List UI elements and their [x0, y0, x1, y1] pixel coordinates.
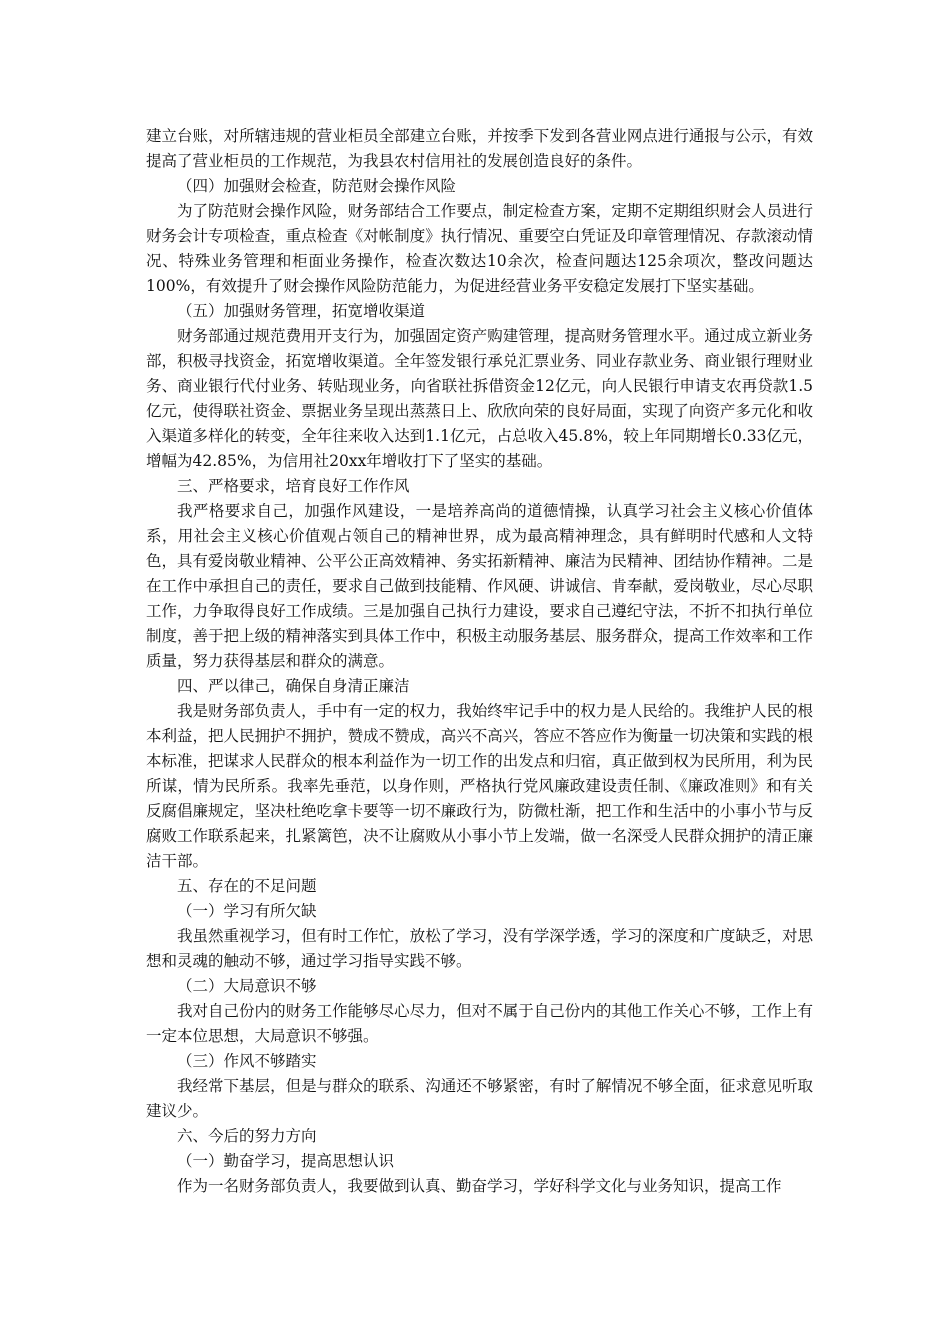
section-heading: 六、今后的努力方向 [177, 1127, 317, 1145]
body-paragraph: 我严格要求自己，加强作风建设，一是培养高尚的道德情操，认真学习社会主义核心价值体系，用社会主义核心价值观占领自己的精神世界，成为最高精神理念，具有鲜明时代感和人文特色，具有爱岗敬业精神、公平公正高效精神、务实拓新精神、廉洁为民精神、团结协作精神。二是在工作中承担自己的责任，要求自己做到技能精、作风硬、讲诚信、肯奉献，爱岗敬业，尽心尽职工作，力争取得良好工作成绩。三是加强自己执行力建设，要求自己遵纪守法，不折不扣执行单位制度，善于把上级的精神落实到具体工作中，积极主动服务基层、服务群众，提高工作效率和工作质量，努力获得基层和群众的满意。 [146, 502, 813, 670]
section-heading: 五、存在的不足问题 [177, 877, 317, 895]
body-paragraph: 我是财务部负责人，手中有一定的权力，我始终牢记手中的权力是人民给的。我维护人民的根本利益，把人民拥护不拥护，赞成不赞成，高兴不高兴，答应不答应作为衡量一切决策和实践的根本标准，把谋求人民群众的根本利益作为一切工作的出发点和归宿，真正做到权为民所用，利为民所谋，情为民所系。我率先垂范，以身作则，严格执行党风廉政建设责任制、《廉政准则》和有关反腐倡廉规定，坚决杜绝吃拿卡要等一切不廉政行为，防微杜渐，把工作和生活中的小事小节与反腐败工作联系起来，扎紧篱笆，决不让腐败从小事小节上发端，做一名深受人民群众拥护的清正廉洁干部。 [146, 702, 813, 870]
body-paragraph: 我对自己份内的财务工作能够尽心尽力，但对不属于自己份内的其他工作关心不够，工作上有一定本位思想，大局意识不够强。 [146, 1002, 813, 1045]
section-heading: （一）勤奋学习，提高思想认识 [177, 1152, 395, 1170]
body-paragraph: 为了防范财会操作风险，财务部结合工作要点，制定检查方案，定期不定期组织财会人员进行财务会计专项检查，重点检查《对帐制度》执行情况、重要空白凭证及印章管理情况、存款滚动情况、特殊业务管理和柜面业务操作，检查次数达10余次，检查问题达125余项次，整改问题达100%，有效提升了财会操作风险防范能力，为促进经营业务平安稳定发展打下坚实基础。 [146, 202, 813, 295]
body-paragraph: 建立台账，对所辖违规的营业柜员全部建立台账，并按季下发到各营业网点进行通报与公示，有效提高了营业柜员的工作规范，为我县农村信用社的发展创造良好的条件。 [146, 127, 813, 170]
section-heading: （四）加强财会检查，防范财会操作风险 [177, 177, 457, 195]
section-heading: 四、严以律己，确保自身清正廉洁 [177, 677, 410, 695]
body-paragraph: 我经常下基层，但是与群众的联系、沟通还不够紧密，有时了解情况不够全面，征求意见听取建议少。 [146, 1077, 813, 1120]
body-paragraph: 作为一名财务部负责人，我要做到认真、勤奋学习，学好科学文化与业务知识，提高工作 [177, 1177, 782, 1195]
document-page [146, 124, 813, 1199]
section-heading: （二）大局意识不够 [177, 977, 317, 995]
section-heading: （一）学习有所欠缺 [177, 902, 317, 920]
body-paragraph: 财务部通过规范费用开支行为，加强固定资产购建管理，提高财务管理水平。通过成立新业务部，积极寻找资金，拓宽增收渠道。全年签发银行承兑汇票业务、同业存款业务、商业银行理财业务、商业银行代付业务、转贴现业务，向省联社拆借资金12亿元，向人民银行申请支农再贷款1.5亿元，使得联社资金、票据业务呈现出蒸蒸日上、欣欣向荣的良好局面，实现了向资产多元化和收入渠道多样化的转变，全年往来收入达到1.1亿元，占总收入45.8%，较上年同期增长0.33亿元，增幅为42.85%，为信用社20xx年增收打下了坚实的基础。 [146, 327, 813, 470]
body-paragraph: 我虽然重视学习，但有时工作忙，放松了学习，没有学深学透，学习的深度和广度缺乏，对思想和灵魂的触动不够，通过学习指导实践不够。 [146, 927, 813, 970]
section-heading: （三）作风不够踏实 [177, 1052, 317, 1070]
section-heading: （五）加强财务管理，拓宽增收渠道 [177, 302, 426, 320]
section-heading: 三、严格要求，培育良好工作作风 [177, 477, 410, 495]
